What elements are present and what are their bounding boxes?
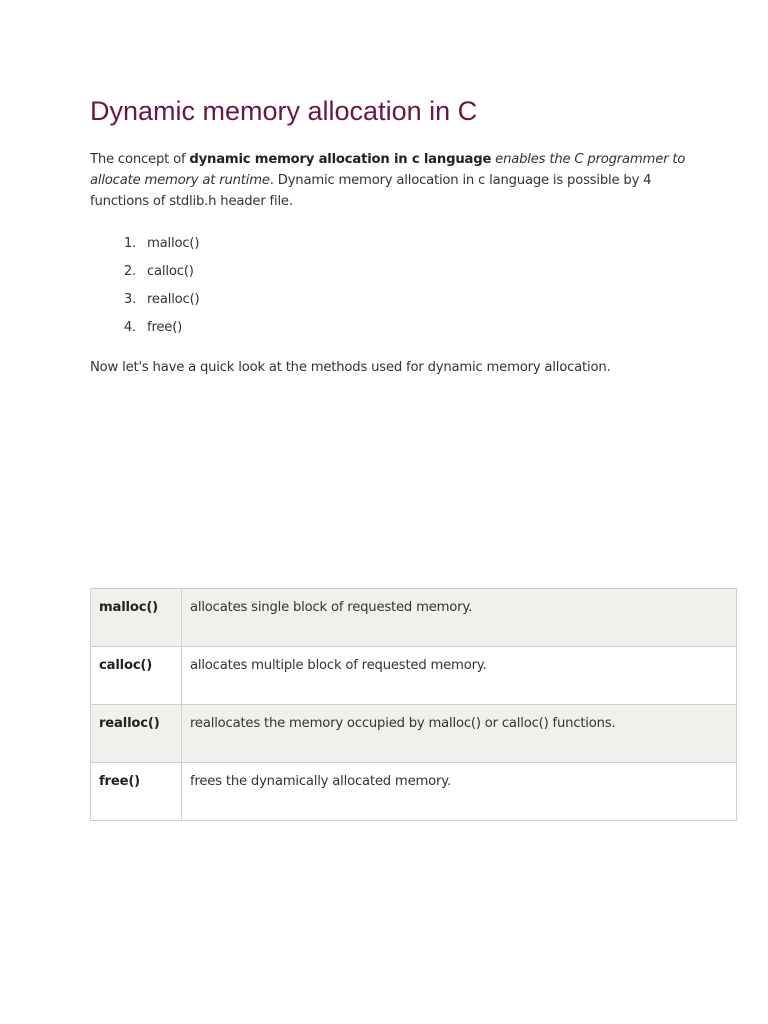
table-cell-description: frees the dynamically allocated memory. [182,763,737,821]
intro-italic-phrase: enables the C programmer to allocate memory at runtime [90,152,686,188]
list-item-name: malloc() [147,236,200,251]
table-row [91,647,737,705]
functions-table [90,588,737,821]
page-title: Dynamic memory allocation in C [90,96,478,126]
list-item [90,261,199,289]
table-cell-function: realloc() [91,705,182,763]
list-item-number: 4. [123,320,136,335]
list-item-name: realloc() [147,292,200,307]
table-cell-description: allocates multiple block of requested memory. [182,647,737,705]
functions-list [90,233,199,345]
table-cell-description: reallocates the memory occupied by malloc() or calloc() functions. [182,705,737,763]
table-cell-description: allocates single block of requested memory. [182,589,737,647]
intro-text-after: . Dynamic memory allocation in c language is possible by 4 functions of stdlib.h header file. [90,173,652,209]
table-row [91,705,737,763]
list-item [90,289,199,317]
table-row [91,589,737,647]
intro-bold-term: dynamic memory allocation in c language [189,152,492,167]
table-cell-function: calloc() [91,647,182,705]
list-item-number: 2. [123,264,136,279]
list-item [90,233,199,261]
list-item [90,317,199,345]
list-item-name: calloc() [147,264,194,279]
table-row [91,763,737,821]
list-item-name: free() [147,320,183,335]
table-cell-function: malloc() [91,589,182,647]
table-cell-function: free() [91,763,182,821]
list-item-number: 1. [123,236,136,251]
intro-text-before: The concept of [90,152,190,167]
list-item-number: 3. [123,292,136,307]
outro-paragraph: Now let's have a quick look at the methods used for dynamic memory allocation. [90,360,611,375]
intro-paragraph [90,149,690,212]
